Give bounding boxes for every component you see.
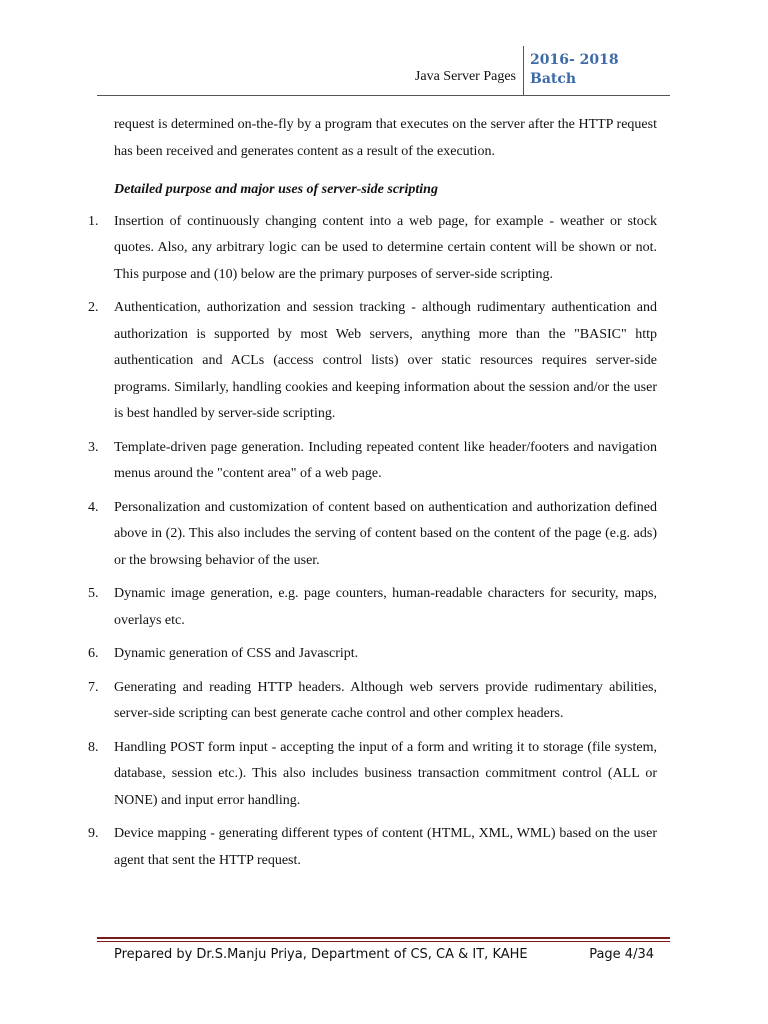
header-years: 2016- 2018 <box>530 52 619 68</box>
list-item-text: Personalization and customization of content based on authentication and authorization defined above in (2). This also includes the serving of content based on the content of the page (e.g. ads) or the browsing behavior of the user. <box>114 499 657 568</box>
list-item-text: Device mapping - generating different types of content (HTML, XML, WML) based on the user agent that sent the HTTP request. <box>114 826 657 868</box>
header-course-title: Java Server Pages <box>414 69 516 84</box>
intro-paragraph: request is determined on-the-fly by a program that executes on the server after the HTTP request has been received and generates content as a result of the execution. <box>114 117 657 159</box>
footer-page-number: Page 4/34 <box>589 947 654 962</box>
footer-rule-thin <box>97 941 670 942</box>
list-item-number: 8. <box>88 739 99 755</box>
list-item-text: Dynamic image generation, e.g. page counters, human-readable characters for security, maps, overlays etc. <box>114 586 657 628</box>
page-body <box>88 112 657 881</box>
list-item-number: 2. <box>88 300 99 315</box>
header-divider <box>523 46 524 96</box>
list-item-number: 1. <box>88 213 99 229</box>
section-heading: Detailed purpose and major uses of server-side scripting <box>114 182 438 197</box>
list-item-number: 7. <box>88 679 99 695</box>
list-item <box>88 581 657 634</box>
list-item-number: 9. <box>88 826 99 841</box>
list-item-text: Authentication, authorization and session tracking - although rudimentary authentication and authorization is supported by most Web servers, anything more than the "BASIC" http authentication and ACLs (access control lists) over static resources requires server-side programs. Similarly, handling cookies and keeping information about the session and/or the user is best handled by server-side scripting. <box>114 300 657 421</box>
list-item <box>88 435 657 488</box>
list-item <box>88 495 657 575</box>
list-item-number: 5. <box>88 586 99 601</box>
list-item <box>88 641 657 668</box>
list-item-text: Template-driven page generation. Including repeated content like header/footers and navigation menus around the "content area" of a web page. <box>114 439 657 481</box>
list-item-text: Insertion of continuously changing content into a web page, for example - weather or stock quotes. Also, any arbitrary logic can be used to determine certain content will be shown or not. This purpose and (10) below are the primary purposes of server-side scripting. <box>114 213 657 282</box>
uses-list <box>88 209 657 875</box>
list-item <box>88 821 657 874</box>
list-item-text: Handling POST form input - accepting the input of a form and writing it to storage (file system, database, session etc.). This also includes business transaction commitment control (ALL or NONE) and input error handling. <box>114 739 657 808</box>
list-item <box>88 675 657 728</box>
list-item <box>88 295 657 428</box>
list-item <box>88 209 657 289</box>
header-rule <box>97 95 670 96</box>
footer-prepared-by: Prepared by Dr.S.Manju Priya, Department of CS, CA & IT, KAHE <box>114 947 528 962</box>
header-batch: Batch <box>530 71 577 87</box>
list-item-text: Generating and reading HTTP headers. Although web servers provide rudimentary abilities, server-side scripting can best generate cache control and other complex headers. <box>114 679 657 721</box>
list-item-number: 4. <box>88 499 99 515</box>
list-item-number: 3. <box>88 439 99 455</box>
footer-rule <box>97 937 670 939</box>
list-item-number: 6. <box>88 646 99 661</box>
list-item-text: Dynamic generation of CSS and Javascript. <box>114 646 359 661</box>
list-item <box>88 735 657 815</box>
